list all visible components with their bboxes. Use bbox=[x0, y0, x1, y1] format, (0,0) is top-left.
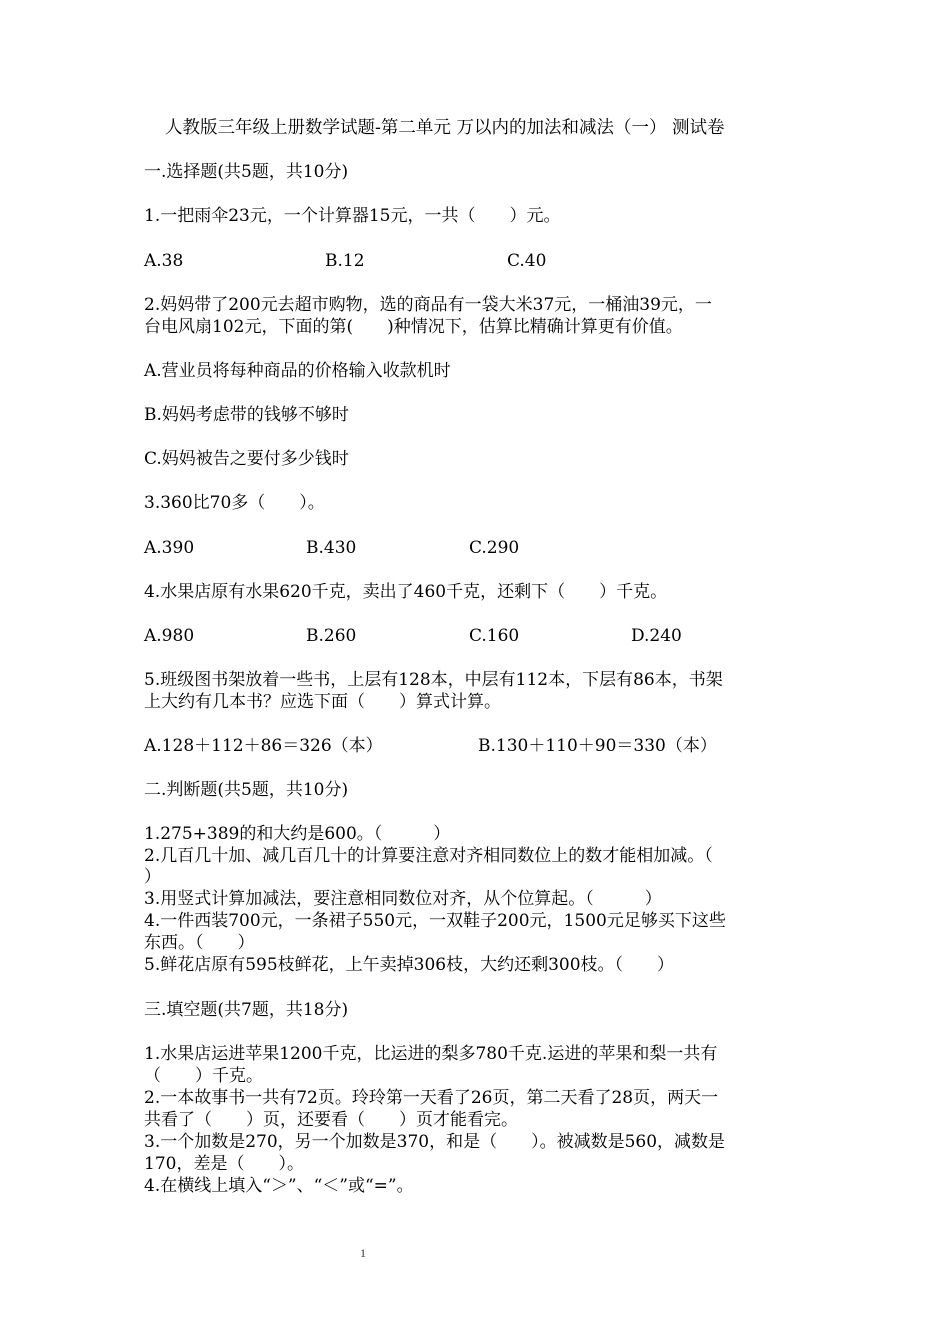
judgment-line-7: 5.鲜花店原有595枝鲜花，上午卖掉306枝，大约还剩300枝。（ ） bbox=[144, 955, 675, 975]
q3-option-b: B.430 bbox=[306, 538, 357, 558]
q4-option-c: C.160 bbox=[469, 626, 520, 646]
q2-option-c: C.妈妈被告之要付多少钱时 bbox=[144, 449, 349, 469]
q5-option-a: A.128＋112＋86＝326（本） bbox=[144, 736, 383, 756]
judgment-line-6: 东西。（ ） bbox=[144, 933, 255, 953]
fill-line-1: 1.水果店运进苹果1200千克，比运进的梨多780千克.运进的苹果和梨一共有 bbox=[144, 1044, 718, 1064]
q2-option-b: B.妈妈考虑带的钱够不够时 bbox=[144, 405, 349, 425]
q4-option-d: D.240 bbox=[631, 626, 682, 646]
question-4: 4.水果店原有水果620千克，卖出了460千克，还剩下（ ）千克。 bbox=[144, 582, 668, 602]
fill-line-3: 2.一本故事书一共有72页。玲玲第一天看了26页，第二天看了28页，两天一 bbox=[144, 1088, 719, 1108]
document-title: 人教版三年级上册数学试题-第二单元 万以内的加法和减法（一） 测试卷 bbox=[165, 118, 725, 138]
judgment-line-1: 1.275+389的和大约是600。（ ） bbox=[144, 824, 451, 844]
q3-option-c: C.290 bbox=[469, 538, 520, 558]
section-heading-choice: 一.选择题(共5题，共10分) bbox=[144, 162, 349, 182]
section-heading-fill-blank: 三.填空题(共7题，共18分) bbox=[144, 1000, 349, 1020]
judgment-line-4: 3.用竖式计算加减法，要注意相同数位对齐，从个位算起。（ ） bbox=[144, 889, 662, 909]
q1-option-a: A.38 bbox=[144, 251, 184, 271]
q1-option-c: C.40 bbox=[507, 251, 547, 271]
question-3: 3.360比70多（ ）。 bbox=[144, 493, 325, 513]
question-2-line-2: 台电风扇102元，下面的第( )种情况下，估算比精确计算更有价值。 bbox=[144, 317, 683, 337]
question-5-line-1: 5.班级图书架放着一些书，上层有128本，中层有112本，下层有86本，书架 bbox=[144, 670, 723, 690]
q5-option-b: B.130＋110＋90＝330（本） bbox=[478, 736, 717, 756]
page-number: 1 bbox=[360, 1246, 366, 1260]
judgment-line-3: ） bbox=[144, 867, 161, 887]
question-2-line-1: 2.妈妈带了200元去超市购物，选的商品有一袋大米37元，一桶油39元，一 bbox=[144, 295, 712, 315]
judgment-line-5: 4.一件西装700元，一条裙子550元，一双鞋子200元，1500元足够买下这些 bbox=[144, 911, 726, 931]
question-5-line-2: 上大约有几本书？应选下面（ ）算式计算。 bbox=[144, 692, 501, 712]
fill-line-7: 4.在横线上填入“＞”、“＜”或“=”。 bbox=[144, 1176, 414, 1196]
section-heading-judgment: 二.判断题(共5题，共10分) bbox=[144, 780, 349, 800]
fill-line-4: 共看了（ ）页，还要看（ ）页才能看完。 bbox=[144, 1110, 518, 1130]
judgment-line-2: 2.几百几十加、减几百几十的计算要注意对齐相同数位上的数才能相加减。（ bbox=[144, 846, 713, 866]
q4-option-a: A.980 bbox=[144, 626, 195, 646]
q2-option-a: A.营业员将每种商品的价格输入收款机时 bbox=[144, 361, 451, 381]
q3-option-a: A.390 bbox=[144, 538, 195, 558]
question-1: 1.一把雨伞23元，一个计算器15元，一共（ ）元。 bbox=[144, 206, 561, 226]
fill-line-6: 170，差是（ ）。 bbox=[144, 1154, 304, 1174]
fill-line-2: （ ）千克。 bbox=[144, 1066, 263, 1086]
fill-line-5: 3.一个加数是270，另一个加数是370，和是（ ）。被减数是560，减数是 bbox=[144, 1132, 726, 1152]
q1-option-b: B.12 bbox=[325, 251, 365, 271]
q4-option-b: B.260 bbox=[306, 626, 357, 646]
